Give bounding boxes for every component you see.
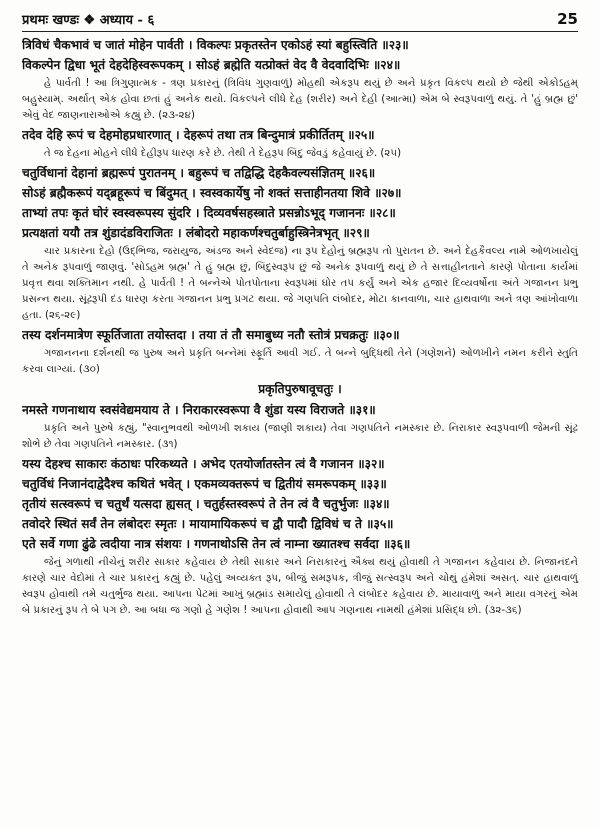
sanskrit-verse: एते सर्वे गणा ढुंढे त्वदीया नात्र संशयः । गणनाथोऽसि तेन त्वं नाम्ना ख्यातश्च सर्वदा ॥३६॥	[22, 537, 411, 551]
gujarati-translation: ચાર પ્રકારના દેહો (ઉદ્‌ભિજ, જરાયુજ, અંડજ અને સ્વેદજ) ના રૂપ દેહોનું બ્રહ્મરૂપ તો પુરાતન છે. અને દેહકૈવલ્ય નામે ઓળખાયેલું તે અનેક રૂપવાળું જાણવું. 'સોઽહમ બ્રહ્મ' તે હું બ્રહ્મ છું, બિંદુસ્વરૂપ છું જે અનેક રૂપવાળું થયું છે તે સત્તાહીનતાને કારણે પોતાના કાર્યમાં પ્રવૃત્ત થવા શક્તિમાન નથી. હે પાર્વતી ! તે બન્નેએ પોતપોતાના સ્વરૂપમાં ઘોર તપ કર્યું અને એક હજાર દિવ્યવર્ષોના અંતે ગજાનન પ્રભુ પ્રસન્ન થયા. સૂંઢરૂપી દંડ ધારણ કરતા ગજાનન પ્રભુ પ્રગટ થયા. જે ગણપતિ લંબોદર, મોટા કાનવાળા, ચાર હાથવાળા અને ત્રણ આંખોવાળા હતા. (૨૬-૨૯)	[22, 246, 578, 321]
sanskrit-verse: त्रिविधं चैकभावं च जातं मोहेन पार्वती । विकल्पः प्रकृतस्तेन एकोऽहं स्यां बहुस्त्विति ॥२३॥	[22, 38, 409, 52]
page-header	[22, 10, 578, 32]
running-header: प्रथमः खण्डः ❖ अध्याय - ६	[22, 13, 155, 28]
gujarati-translation: હે પાર્વતી ! આ ત્રિગુણાત્મક - ત્રણ પ્રકારનું (ત્રિવિધ ગુણવાળું) મોહથી એકરૂપ થયું છે અને પ્રકૃત વિકલ્પ થયો છે જેથી એકોઽહમ્ બહુસ્યામ્. અર્થાત્ એક હોવા છતાં હું અનેક થયો. વિકલ્પને લીધે દેહ (શરીર) અને દેહી (આત્મા) એમ બે સ્વરૂપવાળું થયું. તે 'હું બ્રહ્મ છું' એવું વેદ જાણનારાઓએ કહ્યું છે. (૨૩-૨૪)	[22, 78, 578, 121]
sanskrit-verse: नमस्ते गणनाथाय स्वसंवेद्यमयाय ते । निराकारस्वरूपा वै शुंडा यस्य विराजते ॥३१॥	[22, 403, 376, 417]
sanskrit-verse: चतुर्विधं निजानंदाद्वेदैश्च कथितं भवेत् । एकमव्यक्तरूपं च द्वितीयं समरूपकम् ॥३३॥	[22, 477, 387, 491]
gujarati-translation: ગજાનનના દર્શનથી જ પુરુષ અને પ્રકૃતિ બન્નેમાં સ્ફૂર્તિ આવી ગઈ. તે બન્ને બુદ્ધિથી તેને (ગણેશને) ઓળખીને નમન કરીને સ્તુતિ કરવા લાગ્યાં. (૩૦)	[22, 348, 578, 375]
page-body	[22, 36, 578, 619]
sanskrit-verse: ताभ्यां तपः कृतं घोरं स्वस्वरूपस्य सुंदरि । दिव्यवर्षसहस्त्राते प्रसन्नोऽभूद् गजाननः ॥२८॥	[22, 206, 396, 220]
sanskrit-verse: प्रत्यक्षतां ययौ तत्र शुंडादंडविराजितः । लंबोदरो महाकर्णश्चतुर्बाहुस्त्रिनेत्रभृत् ॥२९॥	[22, 226, 370, 240]
gujarati-translation: તે જ દેહના મોહને લીધે દેહીરૂપ ધારણ કરે છે. તેથી તે દેહરૂપ બિંદુ જેવડું કહેવાયું છે. (૨૫)	[44, 148, 402, 159]
sanskrit-verse: तस्य दर्शनमात्रेण स्फूर्तिजाता तयोस्तदा । तया तं तौ समाबुध्य नतौ स्तोत्रं प्रचक्रतुः ॥३०॥	[22, 328, 400, 342]
sanskrit-verse: तवोदरे स्थितं सर्वं तेन लंबोदरः स्मृतः । मायामायिकरूपं च द्वौ पादौ द्विविधं च ते ॥३५॥	[22, 517, 394, 531]
sanskrit-verse: यस्य देहश्च साकारः कंठाधः परिकथ्यते । अभेद एतयोर्जातस्तेन त्वं वै गजानन ॥३२॥	[22, 457, 385, 471]
sanskrit-verse: सोऽहं ब्रह्मैकरूपं यद्ब्रहूरूपं च बिंदुमत् । स्वस्वकार्येषु नो शक्तं सत्ताहीनतया शिवे ॥२७॥	[22, 186, 402, 200]
sanskrit-verse: तृतीयं सत्स्वरूपं च चतुर्थं यत्सदा ह्यसत् । चतुर्हस्तस्वरूपं ते तेन त्वं वै चतुर्भुजः ॥३४॥	[22, 497, 390, 511]
sanskrit-verse: चतुर्विधानां देहानां ब्रह्मरूपं पुरातनम् । बहुरूपं च तद्विद्धि देहकैवल्यसंज्ञितम् ॥२६॥	[22, 166, 376, 180]
section-heading: प्रकृतिपुरुषावूचतुः ।	[258, 382, 342, 396]
gujarati-translation: પ્રકૃતિ અને પુરુષે કહ્યું, "સ્વાનુભવથી ઓળખી શકાય (જાણી શકાય) તેવા ગણપતિને નમસ્કાર છે. નિરાકાર સ્વરૂપવાળી જેમની સૂંઢ શોભે છે તેવા ગણપતિને નમસ્કાર. (૩૧)	[22, 423, 578, 450]
sanskrit-verse: विकल्पेन द्विधा भूतं देहदेहिस्वरूपकम् । सोऽहं ब्रह्मेति यत्प्रोक्तं वेद वै वेदवादिभिः ॥२४॥	[22, 58, 401, 72]
page-number: 25	[557, 10, 578, 28]
gujarati-translation: જેનું ગળાથી નીચેનું શરીર સાકાર કહેવાય છે તેથી સાકાર અને નિરાકારનું ઐક્ય થયું હોવાથી તે ગજાનન કહેવાય છે. નિજાનંદને કારણે ચાર વેદોમાં તે ચાર પ્રકારનું કહ્યું છે. પહેલું અવ્યક્ત રૂપ, બીજું સમરૂપક, ત્રીજું સત્સ્વરૂપ અને ચોથું હંમેશાં અસત્. ચાર હાથવાળું સ્વરૂપ હોવાથી તમે ચતુર્ભુજ થયા. આપના પેટમાં આખું બ્રહ્માંડ સમાયેલું હોવાથી તે લંબોદર કહેવાય છે. માયાવાળું અને માયા વગરનું એમ બે પ્રકારનું રૂપ તે બે પગ છે. આ બધા જ ગણો હે ગણેશ ! આપના હોવાથી આપ ગણનાથ નામથી હંમેશાં પ્રસિદ્ધ છો. (૩૨-૩૬)	[22, 557, 578, 616]
sanskrit-verse: तदेव देहि रूपं च देहमोहप्रधारणात् । देहरूपं तथा तत्र बिन्दुमात्रं प्रकीर्तितम् ॥२५॥	[22, 128, 375, 142]
